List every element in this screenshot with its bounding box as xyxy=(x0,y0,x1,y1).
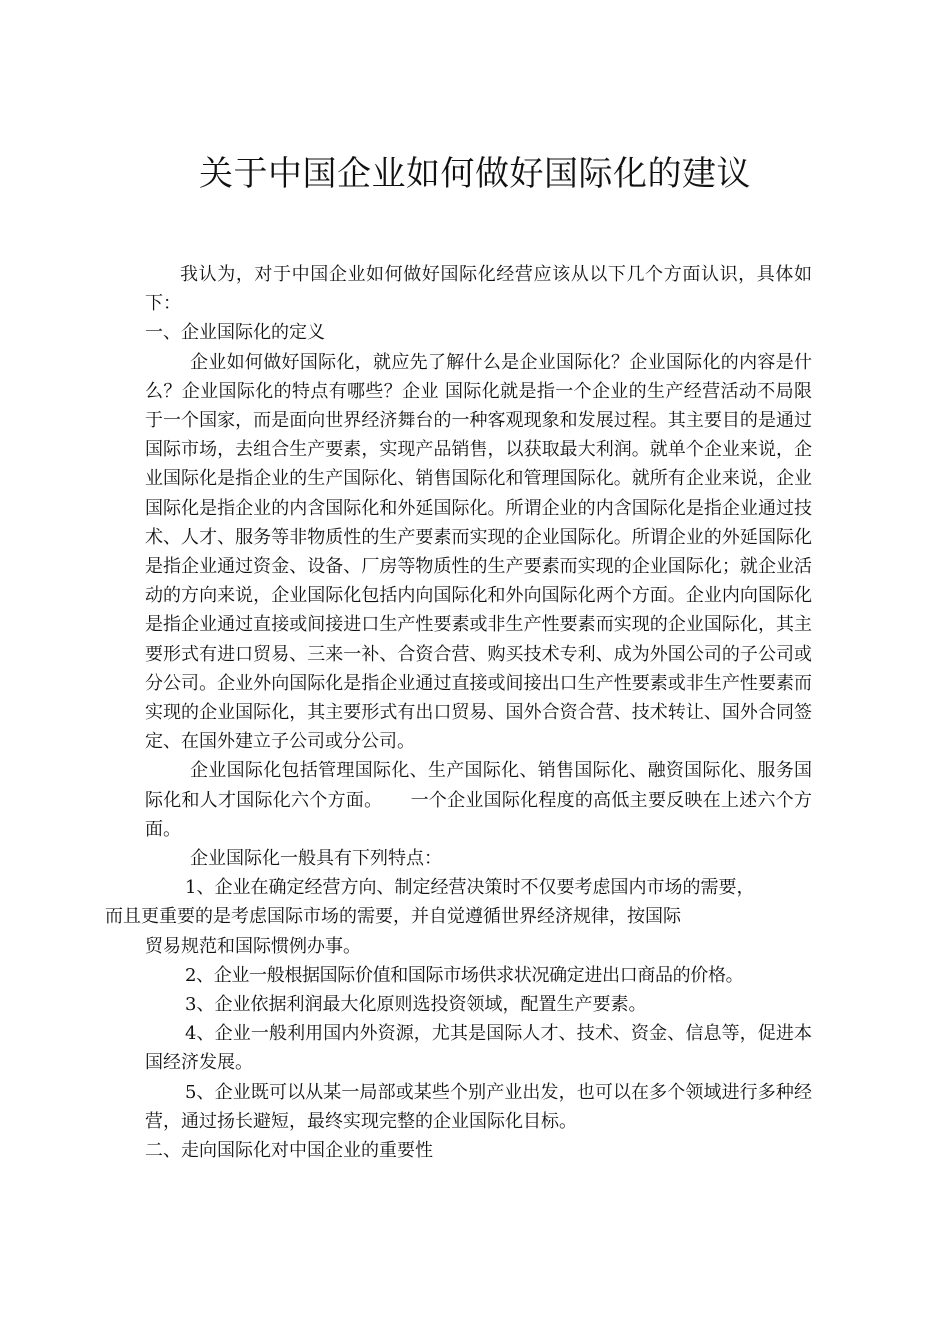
feature-item-1-line-a: 1、企业在确定经营方向、制定经营决策时不仅要考虑国内市场的需要， xyxy=(185,877,755,899)
intro-paragraph: 我认为，对于中国企业如何做好国际化经营应该从以下几个方面认识，具体如下： xyxy=(145,264,812,315)
feature-item-1 xyxy=(105,873,812,961)
feature-item-4: 4、企业一般利用国内外资源，尤其是国际人才、技术、资金、信息等，促进本国经济发展。 xyxy=(145,1023,812,1074)
feature-item-2: 2、企业一般根据国际价值和国际市场供求状况确定进出口商品的价格。 xyxy=(185,964,744,986)
feature-item-1-line-b: 而且更重要的是考虑国际市场的需要，并自觉遵循世界经济规律，按国际 xyxy=(105,906,681,928)
feature-item-5: 5、企业既可以从某一局部或某些个别产业出发，也可以在多个领域进行多种经营，通过扬长避短，最终实现完整的企业国际化目标。 xyxy=(145,1081,812,1132)
definition-paragraph: 企业如何做好国际化，就应先了解什么是企业国际化？企业国际化的内容是什么？企业国际化的特点有哪些？企业 国际化就是指一个企业的生产经营活动不局限于一个国家，而是面向世界经济舞台的一种客观现象和发展过程。其主要目的是通过国际市场，去组合生产要素，实现产品销售，以获取最大利润。就单个企业来说，企业国际化是指企业的生产国际化、销售国际化和管理国际化。就所有企业来说，企业国际化是指企业的内含国际化和外延国际化。所谓企业的内含国际化是指企业通过技术、人才、服务等非物质性的生产要素而实现的企业国际化。所谓企业的外延国际化是指企业通过资金、设备、厂房等物质性的生产要素而实现的企业国际化；就企业活动的方向来说，企业国际化包括内向国际化和外向国际化两个方面。企业内向国际化是指企业通过直接或间接进口生产性要素或非生产性要素而实现的企业国际化，其主要形式有进口贸易、三来一补、合资合营、购买技术专利、成为外国公司的子公司或分公司。企业外向国际化是指企业通过直接或间接出口生产性要素或非生产性要素而实现的企业国际化，其主要形式有出口贸易、国外合资合营、技术转让、国外合同签定、在国外建立子公司或分公司。 xyxy=(145,351,812,753)
section-heading-1: 一、企业国际化的定义 xyxy=(145,322,325,344)
aspects-text-b: 一个企业国际化程度的高低主要反映在上述六个方面。 xyxy=(145,789,812,840)
aspects-paragraph xyxy=(145,756,812,844)
section-heading-2: 二、走向国际化对中国企业的重要性 xyxy=(145,1140,433,1162)
feature-item-3: 3、企业依据利润最大化原则选投资领域，配置生产要素。 xyxy=(185,994,647,1016)
document-title: 关于中国企业如何做好国际化的建议 xyxy=(199,154,751,194)
aspects-text-a: 企业国际化包括管理国际化、生产国际化、销售国际化、融资国际化、服务国际化和人才国际化六个方面。 xyxy=(145,760,812,811)
features-intro: 企业国际化一般具有下列特点： xyxy=(190,848,442,870)
document-body xyxy=(105,260,812,1165)
feature-item-1-line-c: 贸易规范和国际惯例办事。 xyxy=(145,935,361,957)
